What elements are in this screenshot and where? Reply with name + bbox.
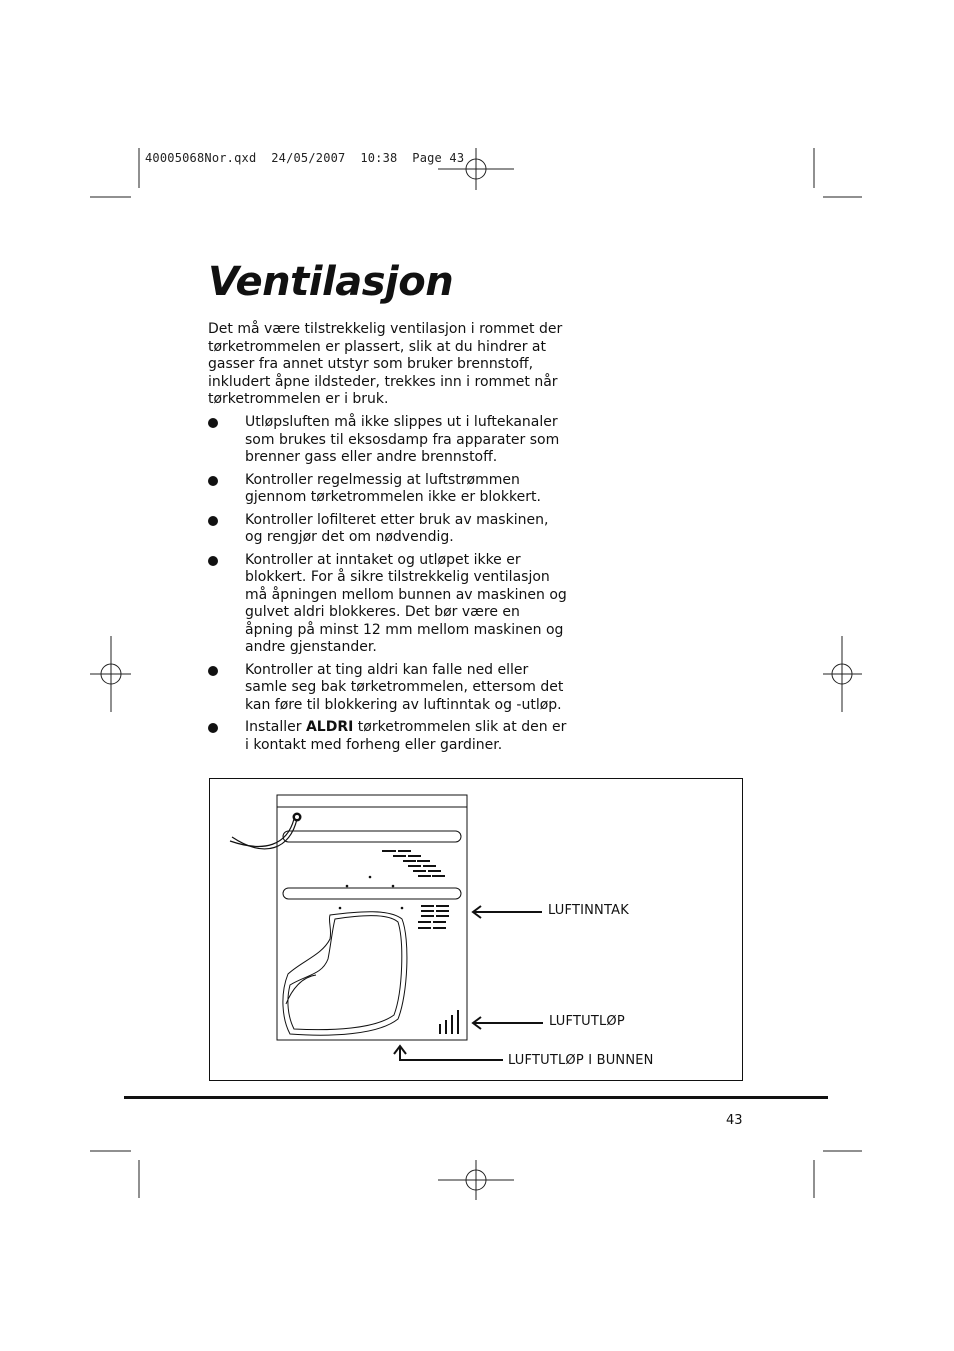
page-title: Ventilasjon [208,259,454,305]
label-bottom-air-outlet: LUFTUTLØP I BUNNEN [508,1053,654,1068]
list-item [208,552,568,657]
bullet-icon [208,476,218,486]
bullet-text: Kontroller regelmessig at luftstrømmen gjennom tørketrommelen ikke er blokkert. [245,471,541,505]
bullet-text-suffix: tørketrommelen slik at den er i kontakt med forheng eller gardiner. [245,719,567,753]
bullet-text: Kontroller at ting aldri kan falle ned eller samle seg bak tørketrommelen, ettersom det kan føre til blokkering av luftinntak og -utløp. [245,661,564,713]
list-item [208,719,568,754]
bullet-text-prefix: Installer [245,719,306,735]
bullet-text: Kontroller at inntaket og utløpet ikke er blokkert. For å sikre tilstrekkelig ventilasjon må åpningen mellom bunnen av maskinen og gulvet aldri blokkeres. Det bør være en åpning på minst 12 mm mellom maskinen og andre gjenstander. [245,551,567,655]
label-air-inlet: LUFTINNTAK [548,903,629,918]
bullet-icon [208,556,218,566]
bullet-text: Kontroller lofilteret etter bruk av maskinen, og rengjør det om nødvendig. [245,511,549,545]
list-item [208,414,568,467]
list-item [208,662,568,715]
print-slug: 40005068Nor.qxd 24/05/2007 10:38 Page 43 [145,151,465,165]
list-item [208,472,568,507]
intro-paragraph: Det må være tilstrekkelig ventilasjon i rommet der tørketrommelen er plassert, slik at du hindrer at gasser fra annet utstyr som bruker brennstoff, inkludert åpne ildsteder, trekkes inn i rommet når tørketrommelen er i bruk. [208,321,563,407]
bullet-text: Utløpsluften må ikke slippes ut i luftekanaler som brukes til eksosdamp fra apparater som brenner gass eller andre brennstoff. [245,414,560,465]
bullet-text-emphasis: ALDRI [305,719,354,735]
list-item [208,512,568,547]
bullet-icon [208,418,218,428]
dryer-illustration [210,779,744,1082]
bullet-icon [208,516,218,526]
bullet-icon [208,723,218,733]
ventilation-bullet-list [208,414,568,759]
bullet-icon [208,666,218,676]
page-number: 43 [726,1113,743,1128]
dryer-body [277,795,467,1040]
label-air-outlet: LUFTUTLØP [549,1014,625,1029]
footer-rule [124,1096,828,1099]
bullet-text [245,719,566,753]
dryer-vent-diagram [209,778,743,1081]
